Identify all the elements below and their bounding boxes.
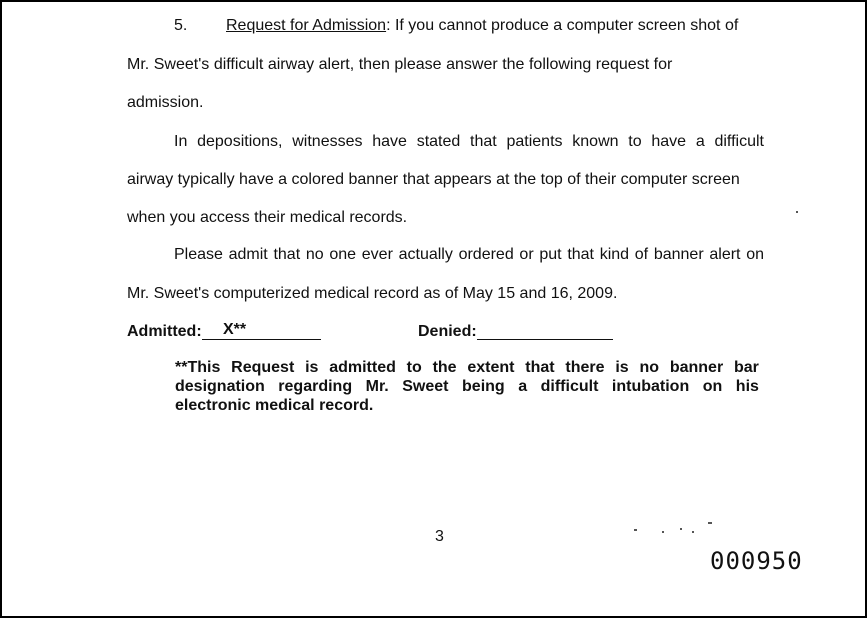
scan-speck	[680, 528, 682, 530]
word: Sweet	[402, 378, 449, 395]
section-number: 5.	[174, 17, 188, 34]
word: banner	[669, 359, 724, 376]
word: designation	[175, 378, 265, 395]
paragraph3-line1: Please admit that no one ever actually ordered or put that kind of banner alert on	[174, 246, 764, 263]
scan-speck	[634, 529, 637, 531]
section-heading: Request for Admission	[226, 17, 387, 34]
word: regarding	[278, 378, 353, 395]
scan-speck	[708, 522, 712, 524]
word: Request	[231, 359, 295, 376]
paragraph1-line3: admission.	[127, 94, 204, 111]
word: a	[518, 378, 528, 395]
footnote-line2	[175, 377, 759, 396]
word: his	[735, 378, 759, 395]
scan-speck	[662, 531, 664, 533]
admitted-field-line	[202, 339, 321, 340]
word: that	[525, 359, 555, 376]
word: on	[702, 378, 723, 395]
bates-number: 000950	[710, 547, 803, 575]
word: the	[432, 359, 457, 376]
paragraph2-line3: when you access their medical records.	[127, 209, 408, 226]
denied-field-line	[477, 339, 613, 340]
word: is	[615, 359, 629, 376]
word: there	[565, 359, 605, 376]
paragraph3-line2: Mr. Sweet's computerized medical record as of May 15 and 16, 2009.	[127, 285, 618, 302]
section-intro-text: : If you cannot produce a computer screen shot of	[386, 17, 739, 34]
word: bar	[733, 359, 759, 376]
word: no	[639, 359, 660, 376]
page-number: 3	[435, 528, 444, 545]
word: difficult	[540, 378, 599, 395]
word: being	[462, 378, 505, 395]
paragraph1-line2: Mr. Sweet's difficult airway alert, then please answer the following request for	[127, 56, 673, 73]
word: admitted	[329, 359, 396, 376]
word: **This	[175, 359, 221, 376]
word: to	[406, 359, 422, 376]
paragraph2-line1: In depositions, witnesses have stated that patients known to have a difficult	[174, 133, 764, 150]
section-heading-line	[226, 16, 764, 36]
footnote-line1	[175, 358, 759, 377]
footnote-line3: electronic medical record.	[175, 397, 374, 414]
word: intubation	[611, 378, 690, 395]
word: is	[305, 359, 319, 376]
admitted-value: X**	[223, 321, 247, 338]
admitted-label: Admitted:	[127, 323, 202, 340]
paragraph2-line2: airway typically have a colored banner that appears at the top of their computer screen	[127, 171, 740, 188]
scan-speck	[692, 531, 694, 533]
scan-speck	[796, 211, 798, 213]
denied-label: Denied:	[418, 323, 477, 340]
word: extent	[467, 359, 515, 376]
word: Mr.	[365, 378, 389, 395]
